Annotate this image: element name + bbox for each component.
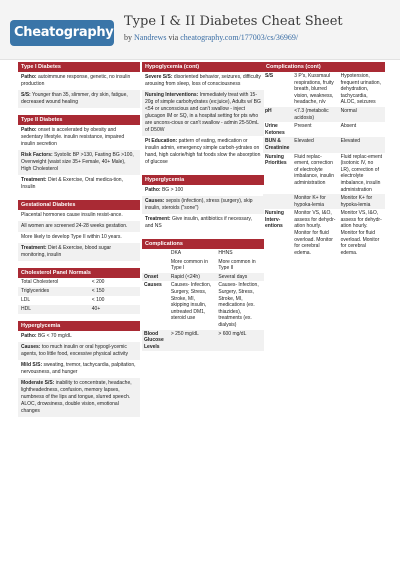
row-key: Onset (142, 273, 169, 282)
cholesterol-row (18, 278, 140, 287)
col-dka: DKA (170, 250, 182, 256)
cell-dka: > 250 mg/dL (169, 330, 217, 352)
cholesterol-row (18, 296, 140, 305)
table-row (142, 258, 264, 273)
cell-hhns: Monitor VS, I&O, assess for dehydr‐ation hourly. Monitor for fluid overload. Monitor for cerebral edema. (340, 210, 382, 256)
entry-text: too much insulin or oral hypogl‐ycemic agents, too little food, excessive physical activity (21, 344, 128, 357)
cell-hhns: Fluid replac‐ement (isotonic IV, no LR), correction of electrolyte imbalance, insulin administration (340, 153, 383, 193)
entry (18, 342, 140, 360)
complications-heading: Complications (142, 239, 264, 249)
entry-label: Nursing Interventions: (145, 92, 199, 98)
entry (142, 196, 264, 214)
complications-box (142, 239, 264, 351)
entry-label: Severe S/S: (145, 74, 173, 80)
table-row (263, 137, 385, 152)
entry-label: Pt Education: (145, 138, 178, 144)
sheet-url-link[interactable]: cheatography.com/177003/cs/36969/ (180, 33, 299, 42)
entry-text: Systolic BP >130, Fasting BG >100, Overweight (waist size 35+ Female, 40+ Male), High Cholesterol (21, 152, 134, 172)
column-2 (142, 62, 264, 358)
entry-text: Placental hormones cause insulin resist‐ance. (21, 212, 123, 218)
cell-hhns: More common in Type II (218, 258, 256, 272)
entry-text: pattern of eating, medication or insulin admin, emergency simple carboh‐ydrates on hand, high calorie/high fat foods slow the absorption of glucose (145, 138, 261, 165)
byline-via: via (168, 33, 179, 42)
cell-hhns: Several days (216, 273, 264, 282)
entry-text: BG > 100 (161, 187, 184, 193)
row-key: BUN & Creatinine (263, 137, 292, 152)
row-key: S/S (265, 73, 274, 79)
entry-label: S/S: (21, 92, 31, 98)
entry-label: Patho: (21, 127, 37, 133)
gestational-body (18, 210, 140, 261)
cell-dka: Elevated (292, 137, 338, 152)
entry-label: Mild S/S: (21, 362, 43, 368)
entry (18, 210, 140, 221)
entry-text: Diet & Exercise, blood sugar monitoring, insulin (21, 245, 112, 258)
table-row (263, 194, 385, 209)
row-key (142, 258, 169, 273)
cholesterol-value: < 200 (91, 279, 105, 285)
gestational-box (18, 200, 140, 261)
complications-corner (142, 249, 169, 258)
entry-text: sweating, tremor, tachycardia, palpitation, nervousness, and hunger (21, 362, 136, 375)
row-key: Blood Glucose Levels (142, 330, 169, 352)
entry-label: Patho: (21, 333, 37, 339)
entry-text: onset is accelerated by obesity and sedentary lifestyle. insulin resistance, impaired insulin secretion (21, 127, 125, 147)
table-row (263, 107, 385, 122)
cell-hhns: > 600 mg/dL (216, 330, 264, 352)
cholesterol-value: < 100 (91, 297, 105, 303)
cell-dka: Monitor K+ for hypoka‐lemia (292, 194, 338, 209)
complications-cont-heading: Complications (cont) (263, 62, 385, 72)
cholesterol-value: < 150 (89, 287, 140, 296)
row-key: Urine Ketones (265, 123, 285, 136)
entry-text: Immediately treat with 15-20g of simple carbohydrates (ex:juice), Adults w/ BG <54 or unconscious and can't swallow - inject glucagon IM or SQ, in a hospital setting for pts who are uncons‐cious or can't swallow - admin 25-50mL of D50W (145, 92, 261, 133)
cholesterol-name: Triglycerides (18, 287, 89, 296)
cell-dka: Rapid (<24h) (169, 273, 217, 282)
table-row (263, 153, 385, 195)
table-row (142, 281, 264, 329)
hyper-second-heading: Hyperglycemia (142, 175, 264, 185)
entry (142, 72, 264, 90)
cholesterol-value: 40+ (89, 305, 140, 314)
page-header (0, 0, 400, 60)
entry (18, 90, 140, 108)
row-key (263, 194, 292, 209)
hypo-cont-box (142, 62, 264, 168)
entry (142, 214, 264, 232)
entry-text: BG < 70 mg/dL (37, 333, 72, 339)
entry (18, 378, 140, 417)
byline-prefix: by (124, 33, 132, 42)
cell-hhns: Elevated (339, 137, 385, 152)
hyperglycemia-main-body (18, 331, 140, 417)
entry (18, 243, 140, 261)
cell-dka: Causes- Infection, Surgery, Stress, Stroke, MI, skipping insulin, untreated DM1, steroid use (170, 282, 212, 322)
type1-box (18, 62, 140, 108)
table-row (263, 122, 385, 137)
entry (18, 150, 140, 175)
entry (142, 185, 264, 196)
cell-dka: 3 P's, Kussmaul respirations, fruity breath, blurred vision, weakness, headache, n/v (294, 73, 334, 106)
entry-text: Diet & Exercise, Oral medica‐tion, Insulin (21, 177, 123, 190)
entry-text: More likely to develop Type II within 10 years. (21, 234, 122, 240)
entry (142, 90, 264, 136)
cell-hhns: Causes- Infection, Surgery, Stress, Stroke, MI, medications (ex. thiazides), treatments (ex. dialysis) (218, 282, 259, 328)
complications-cont-table (263, 72, 385, 257)
cheatography-logo[interactable]: Cheatography (10, 20, 114, 46)
type2-body (18, 125, 140, 193)
row-key: pH (263, 107, 292, 122)
table-row (142, 330, 264, 352)
entry (18, 72, 140, 90)
column-1 (18, 62, 140, 424)
entry-label: Treatment: (21, 177, 47, 183)
cholesterol-name: LDL (21, 297, 31, 303)
hypo-cont-heading: Hypoglycemia (cont) (142, 62, 264, 72)
entry (18, 360, 140, 378)
row-key: Causes (144, 282, 162, 289)
cholesterol-table (18, 278, 140, 314)
table-row (263, 209, 385, 257)
hyperglycemia-main-heading: Hyperglycemia (18, 321, 140, 331)
entry-text: sepsis (infection), stress (surgery), skip insulin, steroids ("sone") (145, 198, 253, 211)
type1-heading: Type I Diabetes (18, 62, 140, 72)
cell-hhns: Hypotension, frequent urination, dehydration, tachycardia, ALOC, seizures (340, 73, 381, 106)
row-key: Nursing Interv‐entions (265, 210, 284, 230)
entry-label: Patho: (21, 74, 37, 80)
entry-text: autoimmune response, genetic, no insulin production (21, 74, 131, 87)
entry-label: Risk Factors: (21, 152, 53, 158)
row-key: Nursing Priorities (265, 153, 287, 167)
cell-dka: More common in Type I (170, 258, 209, 272)
type2-box (18, 115, 140, 193)
entry-label: Treatment: (145, 216, 171, 222)
entry (142, 136, 264, 168)
entry-text: inability to concentrate, headache, lightheadedness, confusion, memory lapses, numbness of the lips and tongue, slurred speech. ALOC, drowsiness, double vision, emotional changes (21, 380, 132, 414)
entry (18, 221, 140, 232)
hyper-second-box (142, 175, 264, 232)
entry-text: Younger than 35, slimmer, dry skin, fatigue, decreased wound healing (21, 92, 128, 105)
cell-dka: Monitor VS, I&O, assess for dehydr‐ation hourly. Monitor for fluid overload. Monitor for cerebral edema. (294, 210, 336, 256)
entry (18, 125, 140, 150)
cell-dka: Present (294, 123, 312, 130)
entry (18, 175, 140, 193)
cholesterol-row (18, 305, 140, 314)
cholesterol-box (18, 268, 140, 314)
entry-label: Causes: (145, 198, 165, 204)
type1-body (18, 72, 140, 108)
byline (124, 33, 298, 42)
table-row (263, 72, 385, 107)
complications-header-row (142, 249, 264, 258)
col-hhns: HHNS (218, 250, 233, 256)
gestational-heading: Gestational Diabetes (18, 200, 140, 210)
cholesterol-name: Total Cholesterol (21, 279, 59, 285)
entry-text: Give insulin, antibiotics if necessary, and NS (145, 216, 252, 229)
column-3 (263, 62, 385, 264)
hypo-cont-body (142, 72, 264, 168)
entry-label: Patho: (145, 187, 161, 193)
complications-table (142, 249, 264, 351)
complications-cont-box (263, 62, 385, 257)
cell-hhns: Monitor K+ for hypoka‐lemia (339, 194, 385, 209)
author-link[interactable]: Nandrews (134, 33, 167, 42)
entry-label: Treatment: (21, 245, 47, 251)
cholesterol-row (18, 287, 140, 296)
entry-label: Moderate S/S: (21, 380, 55, 386)
entry (18, 331, 140, 342)
hyper-second-body (142, 185, 264, 232)
page-title: Type I & II Diabetes Cheat Sheet (124, 14, 343, 29)
entry (18, 232, 140, 243)
entry-text: All women are screened 24-28 weeks gestation. (21, 223, 128, 229)
cholesterol-heading: Cholesterol Panel Normals (18, 268, 140, 278)
cell-hhns: Absent (340, 123, 357, 130)
table-row (142, 273, 264, 282)
cell-dka: <7.3 (metabolic acidosis) (292, 107, 338, 122)
entry-label: Causes: (21, 344, 41, 350)
hyperglycemia-main-box (18, 321, 140, 417)
cell-hhns: Normal (339, 107, 385, 122)
cell-dka: Fluid replac‐ement, correction of electrolyte imbalance, insulin administration (294, 153, 335, 186)
type2-heading: Type II Diabetes (18, 115, 140, 125)
entry-text: disoriented behavior, seizures, difficulty arousing from sleep, loss of consciousness (145, 74, 261, 87)
cholesterol-name: HDL (18, 305, 89, 314)
